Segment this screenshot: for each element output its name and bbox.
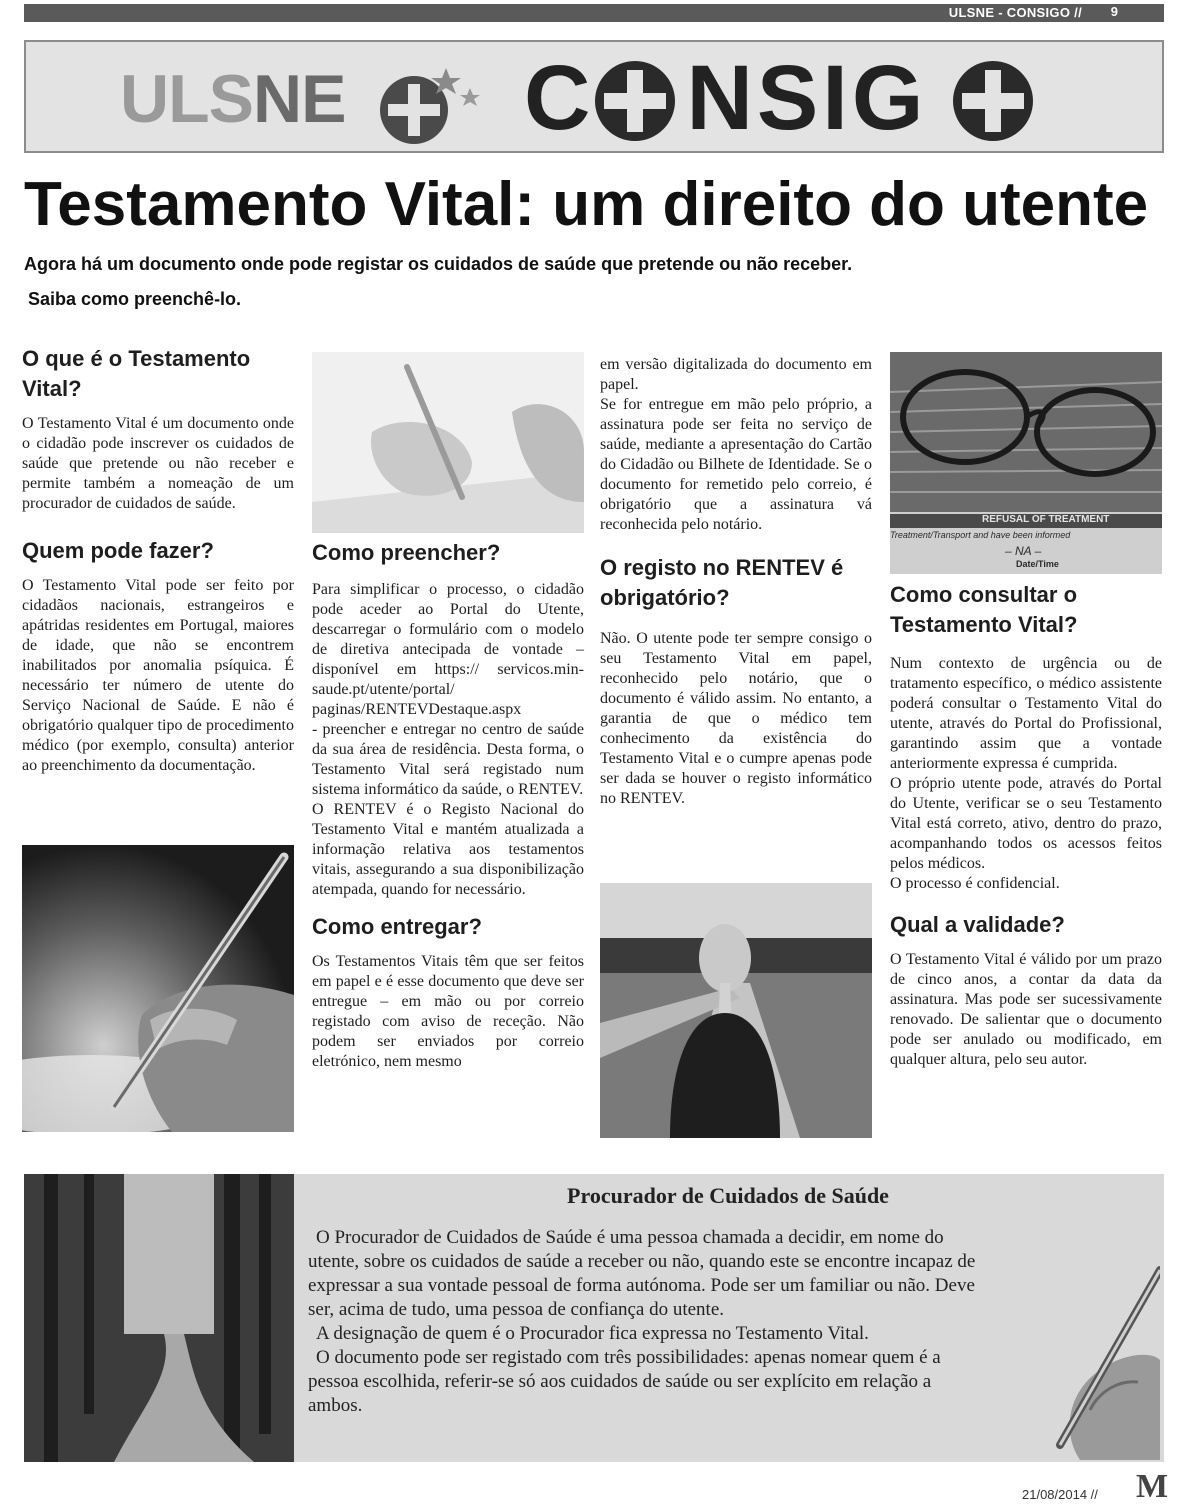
section-label: ULSNE - CONSIGO //: [948, 5, 1082, 20]
article-subtitle-line2: Saiba como preenchê-lo.: [28, 289, 242, 309]
photo-caption-na: – NA –: [1005, 544, 1042, 558]
photo-caption-date: Date/Time: [1016, 559, 1059, 569]
logo-c-text: C: [524, 47, 595, 149]
photo-glasses-document: [890, 352, 1162, 574]
masthead-banner: [24, 40, 1164, 153]
photo-caption-treatment: Treatment/Transport and have been informed: [890, 530, 1071, 540]
column-3: [600, 355, 872, 809]
paragraph-preencher-entregar: - preencher e entregar no centro de saúde da sua área de residência. Desta forma, o Testamento Vital será registado num sistema informático da saúde, o RENTEV.: [312, 721, 584, 798]
magazine-mark: M: [1136, 1468, 1169, 1505]
paragraph-validade: O Testamento Vital é válido por um prazo de cinco anos, a contar da data da assinatura. Mas pode ser sucessivamente renovado. De salientar que o documento pode ser anulado ou modificado, em qualquer altura, pelo seu autor.: [890, 951, 1162, 1068]
page-number: 9: [1110, 4, 1118, 19]
ulsne-logo: [120, 61, 346, 137]
ulsne-cross-logo-icon: [378, 66, 490, 148]
column-2: [312, 538, 584, 1072]
paragraph-como-entregar: Os Testamentos Vitais têm que ser feitos em papel e é esse documento que deve ser entregue – em mão ou por correio registado com aviso de receção. Não podem ser enviados por correio eletrónico, nem mesmo: [312, 953, 584, 1070]
logo-nsig-text: NSIG: [686, 47, 928, 149]
paragraph-versao-digitalizada: em versão digitalizada do documento em papel.: [600, 356, 872, 393]
consigo-end-cross-icon: [950, 58, 1036, 144]
paragraph-como-consultar: Num contexto de urgência ou de tratamento específico, o médico assistente poderá consultar o Testamento Vital do utente, através do Portal do Profissional, garantindo assim que a vontade anteriormente expressa é cumprida.: [890, 655, 1162, 772]
heading-quem-pode: Quem pode fazer?: [22, 538, 214, 563]
paragraph-entregue-em-mao: Se for entregue em mão pelo próprio, a assinatura pode ser feita no serviço de saúde, mediante a apresentação do Cartão do Cidadão ou Bilhete de Identidade. Se o documento for remetido pelo correio, é obrigatório que a assinatura vá reconhecida pelo notário.: [600, 396, 872, 533]
column-4: [890, 580, 1162, 1070]
heading-como-entregar: Como entregar?: [312, 914, 482, 939]
paragraph-quem-pode: O Testamento Vital pode ser feito por cidadãos nacionais, estrangeiros e apátridas residentes em Portugal, maiores de idade, que não se encontrem inabilitados por anomalia psíquica. É necessário ter número de utente do Serviço Nacional de Saúde. E não é obrigatório qualquer tipo de procedimento médico (por exemplo, consulta) anterior ao preenchimento da documentação.: [22, 577, 294, 774]
box-paragraph-3: O documento pode ser registado com três possibilidades: apenas nomear quem é a pessoa escolhida, referir-se só aos cuidados de saúde ou ser explícito em relação a ambos.: [308, 1347, 941, 1416]
photo-pen-on-paper: [312, 352, 584, 533]
photo-woman-crossroads: [600, 883, 872, 1138]
logo-uls-text: ULS: [120, 61, 253, 137]
box-text: [308, 1226, 988, 1418]
paragraph-como-preencher: Para simplificar o processo, o cidadão pode aceder ao Portal do Utente, descarregar o formulário com o modelo de diretiva antecipada de vontade – disponível em https:// servicos.min-saude.pt/utente/portal/ paginas/RENTEVDestaque.aspx: [312, 581, 584, 718]
logo-ne-text: NE: [253, 61, 346, 137]
heading-como-preencher: Como preencher?: [312, 540, 501, 565]
photo-caption-refusal: REFUSAL OF TREATMENT: [982, 514, 1110, 525]
paragraph-rentev: O RENTEV é o Registo Nacional do Testamento Vital e mantém atualizada a informação relativa aos testamentos vitais, assegurando a sua disponibilização atempada, quando for necessário.: [312, 801, 584, 898]
heading-validade: Qual a validade?: [890, 912, 1065, 937]
footer-date: 21/08/2014 //: [1022, 1487, 1098, 1502]
photo-hand-writing: [22, 845, 294, 1132]
heading-como-consultar: Como consultar o Testamento Vital?: [890, 582, 1078, 637]
photo-forest-path: [24, 1174, 294, 1462]
top-header-bar: [24, 4, 1164, 22]
consigo-logo: [524, 47, 928, 149]
article-subtitle-line1: Agora há um documento onde pode registar os cuidados de saúde que pretende ou não receber.: [24, 254, 853, 274]
consigo-o-cross-icon: [592, 58, 678, 144]
photo-hand-pen-box: [1020, 1260, 1160, 1460]
paragraph-registo-rentev: Não. O utente pode ter sempre consigo o seu Testamento Vital em papel, reconhecido pelo notário, que o documento é válido assim. No entanto, a garantia de que o médico tem conhecimento da existência do Testamento Vital e o cumpre apenas pode ser dada se houver o registo informático no RENTEV.: [600, 630, 872, 807]
paragraph-proprio-utente: O próprio utente pode, através do Portal do Utente, verificar se o seu Testamento Vital está correto, ativo, dentro do prazo, acompanhando todos os acessos feitos pelos médicos.: [890, 775, 1162, 872]
heading-registo-rentev: O registo no RENTEV é obrigatório?: [600, 555, 844, 610]
box-title: Procurador de Cuidados de Saúde: [567, 1183, 889, 1208]
box-paragraph-1: O Procurador de Cuidados de Saúde é uma pessoa chamada a decidir, em nome do utente, sobre os cuidados de saúde a receber ou não, quando este se encontre incapaz de expressar a sua vontade pessoal de forma autónoma. Pode ser um familiar ou não. Deve ser, acima de tudo, uma pessoa de confiança do utente.: [308, 1227, 976, 1320]
paragraph-confidencial: O processo é confidencial.: [890, 875, 1060, 892]
heading-o-que-e: O que é o Testamento Vital?: [22, 346, 251, 401]
box-paragraph-2: A designação de quem é o Procurador fica expressa no Testamento Vital.: [316, 1323, 869, 1344]
column-1: [22, 344, 294, 776]
paragraph-o-que-e: O Testamento Vital é um documento onde o cidadão pode inscrever os cuidados de saúde que pretende ou não receber e permite também a nomeação de um procurador de cuidados de saúde.: [22, 415, 294, 512]
article-title: Testamento Vital: um direito do utente: [24, 170, 1149, 239]
